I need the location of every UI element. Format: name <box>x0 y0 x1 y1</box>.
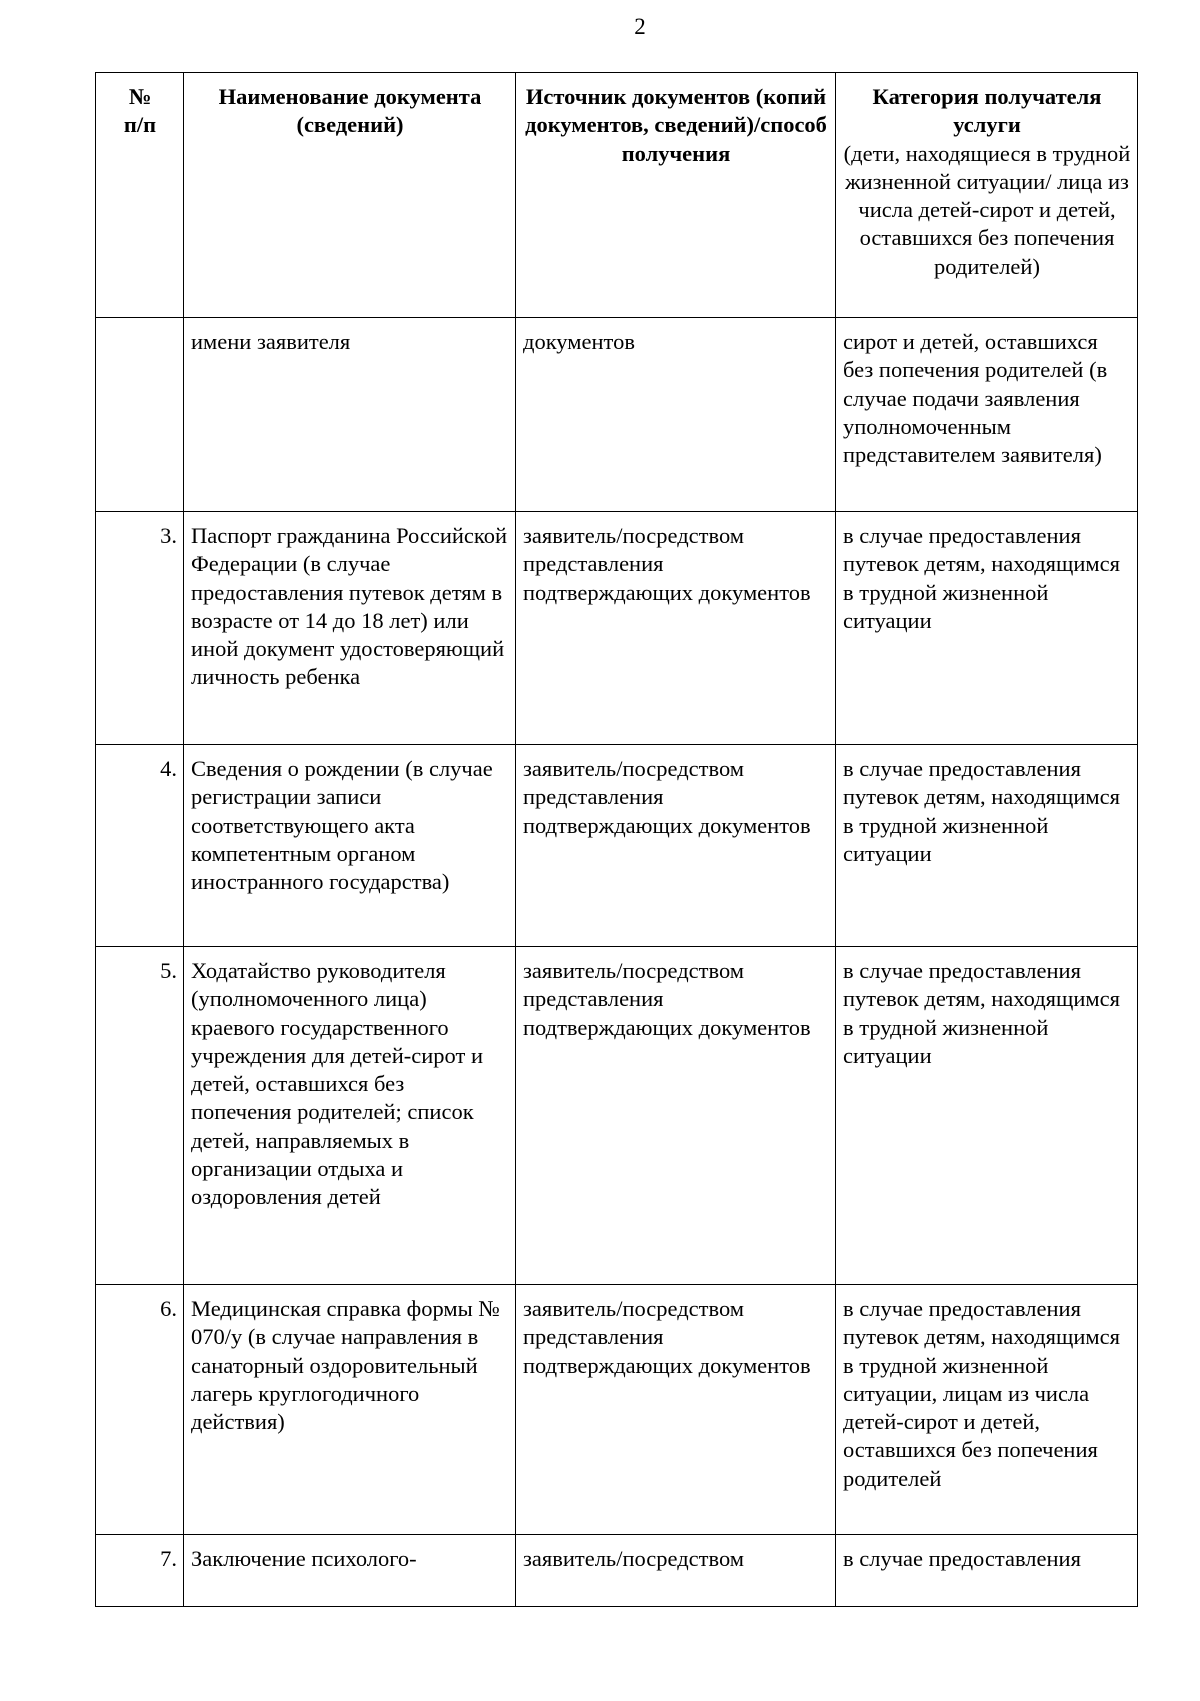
row-document-name: имени заявителя <box>184 318 516 512</box>
header-num: № п/п <box>96 73 184 318</box>
row-category: в случае предоставления <box>836 1535 1138 1607</box>
table-row <box>96 745 1138 947</box>
row-source: заявитель/посредством представления подтверждающих документов <box>516 745 836 947</box>
row-num <box>96 318 184 512</box>
table-row <box>96 1285 1138 1535</box>
row-document-name: Сведения о рождении (в случае регистрации записи соответствующего акта компетентным органом иностранного государства) <box>184 745 516 947</box>
header-source: Источник документов (копий документов, сведений)/способ получения <box>516 73 836 318</box>
table-row <box>96 1535 1138 1607</box>
row-category: в случае предоставления путевок детям, находящимся в трудной жизненной ситуации <box>836 745 1138 947</box>
table-row <box>96 947 1138 1285</box>
row-num: 7. <box>96 1535 184 1607</box>
row-document-name: Медицинская справка формы № 070/у (в случае направления в санаторный оздоровительный лагерь круглогодичного действия) <box>184 1285 516 1535</box>
header-category <box>836 73 1138 318</box>
row-category: в случае предоставления путевок детям, находящимся в трудной жизненной ситуации <box>836 512 1138 745</box>
row-category: в случае предоставления путевок детям, находящимся в трудной жизненной ситуации, лицам из числа детей-сирот и детей, оставшихся без попечения родителей <box>836 1285 1138 1535</box>
table-row <box>96 512 1138 745</box>
row-num: 3. <box>96 512 184 745</box>
header-category-title: Категория получателя услуги <box>872 84 1102 138</box>
row-document-name: Ходатайство руководителя (уполномоченного лица) краевого государственного учреждения для детей-сирот и детей, оставшихся без попечения родителей; список детей, направляемых в организации отдыха и оздоровления детей <box>184 947 516 1285</box>
header-document-name: Наименование документа (сведений) <box>184 73 516 318</box>
table-header-row <box>96 73 1138 318</box>
row-num: 6. <box>96 1285 184 1535</box>
row-source: заявитель/посредством представления подтверждающих документов <box>516 512 836 745</box>
row-source: заявитель/посредством представления подтверждающих документов <box>516 947 836 1285</box>
header-category-note: (дети, находящиеся в трудной жизненной ситуации/ лица из числа детей-сирот и детей, оставшихся без попечения родителей) <box>843 140 1131 279</box>
row-num: 4. <box>96 745 184 947</box>
documents-table <box>95 72 1138 1607</box>
row-category: в случае предоставления путевок детям, находящимся в трудной жизненной ситуации <box>836 947 1138 1285</box>
row-document-name: Заключение психолого- <box>184 1535 516 1607</box>
row-num: 5. <box>96 947 184 1285</box>
table-row <box>96 318 1138 512</box>
row-source: заявитель/посредством представления подтверждающих документов <box>516 1285 836 1535</box>
row-document-name: Паспорт гражданина Российской Федерации (в случае предоставления путевок детям в возрасте от 14 до 18 лет) или иной документ удостоверяющий личность ребенка <box>184 512 516 745</box>
row-category: сирот и детей, оставшихся без попечения родителей (в случае подачи заявления уполномоченным представителем заявителя) <box>836 318 1138 512</box>
page-number: 2 <box>634 14 646 39</box>
row-source: заявитель/посредством <box>516 1535 836 1607</box>
row-source: документов <box>516 318 836 512</box>
